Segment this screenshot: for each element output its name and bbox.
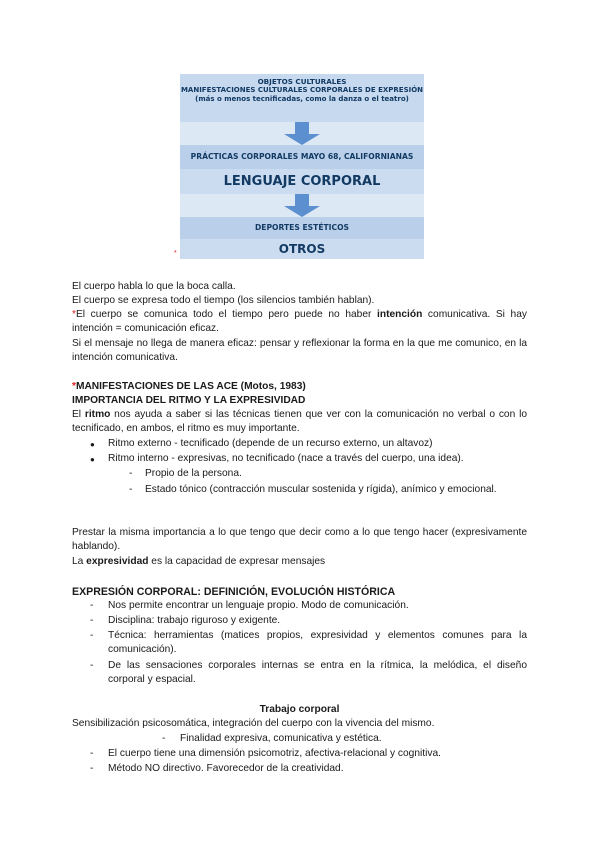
dash-icon: -	[90, 763, 94, 774]
section-title-trabajo-corporal: Trabajo corporal	[259, 704, 340, 715]
box1-body: MANIFESTACIONES CULTURALES CORPORALES DE EXPRESIÓN (más o menos tecnificadas, como la danza o el teatro)	[180, 86, 424, 103]
section-subtitle-ritmo: IMPORTANCIA DEL RITMO Y LA EXPRESIVIDAD	[72, 395, 306, 406]
intro-line-1: El cuerpo habla lo que la boca calla.	[72, 281, 236, 292]
list-item-metodo: Método NO directivo. Favorecedor de la creatividad.	[108, 763, 344, 774]
down-arrow-icon	[288, 194, 316, 217]
dash-icon: -	[90, 630, 94, 641]
paragraph-expresividad: La expresividad es la capacidad de expresar mensajes	[72, 556, 326, 567]
concept-diagram	[180, 74, 424, 259]
list-item-lenguaje-propio: Nos permite encontrar un lenguaje propio. Modo de comunicación.	[108, 600, 409, 611]
box-otros: OTROS	[180, 239, 424, 259]
sub-item-estado-tonico: Estado tónico (contracción muscular sostenida y rígida), anímico y emocional.	[145, 484, 497, 495]
box1-title: OBJETOS CULTURALES	[257, 77, 347, 86]
dash-icon: -	[90, 660, 94, 671]
box-deportes-esteticos: DEPORTES ESTÉTICOS	[180, 217, 424, 239]
box-lenguaje-corporal: LENGUAJE CORPORAL	[180, 169, 424, 194]
section-title-ace: *MANIFESTACIONES DE LAS ACE (Motos, 1983)	[72, 381, 306, 392]
list-item-dimension: El cuerpo tiene una dimensión psicomotriz, afectiva-relacional y cognitiva.	[108, 748, 441, 759]
list-item-ritmo-interno: Ritmo interno - expresivas, no tecnificado (nace a través del cuerpo, una idea).	[108, 453, 464, 464]
sub-item-propio: Propio de la persona.	[145, 468, 242, 479]
dash-icon: -	[162, 733, 166, 744]
dash-icon: -	[129, 468, 133, 479]
dash-icon: -	[90, 748, 94, 759]
intro-line-2: El cuerpo se expresa todo el tiempo (los silencios también hablan).	[72, 295, 375, 306]
box-objetos-culturales	[180, 74, 424, 122]
figure-marker: *	[174, 250, 177, 257]
bullet-icon: ●	[90, 455, 95, 464]
dash-icon: -	[90, 600, 94, 611]
box-practicas: PRÁCTICAS CORPORALES MAYO 68, CALIFORNIANAS	[180, 145, 424, 169]
bullet-icon: ●	[90, 440, 95, 449]
down-arrow-icon	[288, 122, 316, 145]
list-item-tecnica: Técnica: herramientas (matices propios, expresividad y elementos comunes para la comunicación).	[108, 630, 527, 656]
paragraph-ritmo: El ritmo nos ayuda a saber si las técnicas tienen que ver con la comunicación no verbal o con lo tecnificado, en ambos, el ritmo es muy importante.	[72, 409, 527, 435]
list-item-finalidad: Finalidad expresiva, comunicativa y estética.	[180, 733, 382, 744]
dash-icon: -	[90, 615, 94, 626]
intro-paragraph-mensaje: Si el mensaje no llega de manera eficaz: pensar y reflexionar la forma en la que me comunico, en la intención comunicativa.	[72, 338, 527, 364]
list-item-disciplina: Disciplina: trabajo riguroso y exigente.	[108, 615, 281, 626]
list-item-ritmo-externo: Ritmo externo - tecnificado (depende de un recurso externo, un altavoz)	[108, 438, 433, 449]
dash-icon: -	[129, 484, 133, 495]
section-title-expresion-corporal: EXPRESIÓN CORPORAL: DEFINICIÓN, EVOLUCIÓN HISTÓRICA	[72, 586, 396, 598]
list-item-sensaciones: De las sensaciones corporales internas se entra en la rítmica, la melódica, el diseño corporal y espacial.	[108, 660, 527, 686]
paragraph-sensibilizacion: Sensibilización psicosomática, integración del cuerpo con la vivencia del mismo.	[72, 718, 435, 729]
paragraph-prestar: Prestar la misma importancia a lo que tengo que decir como a lo que tengo hacer (expresivamente hablando).	[72, 527, 527, 553]
intro-paragraph-intencion: *El cuerpo se comunica todo el tiempo pero puede no haber intención comunicativa. Si hay intención = comunicación eficaz.	[72, 309, 527, 335]
